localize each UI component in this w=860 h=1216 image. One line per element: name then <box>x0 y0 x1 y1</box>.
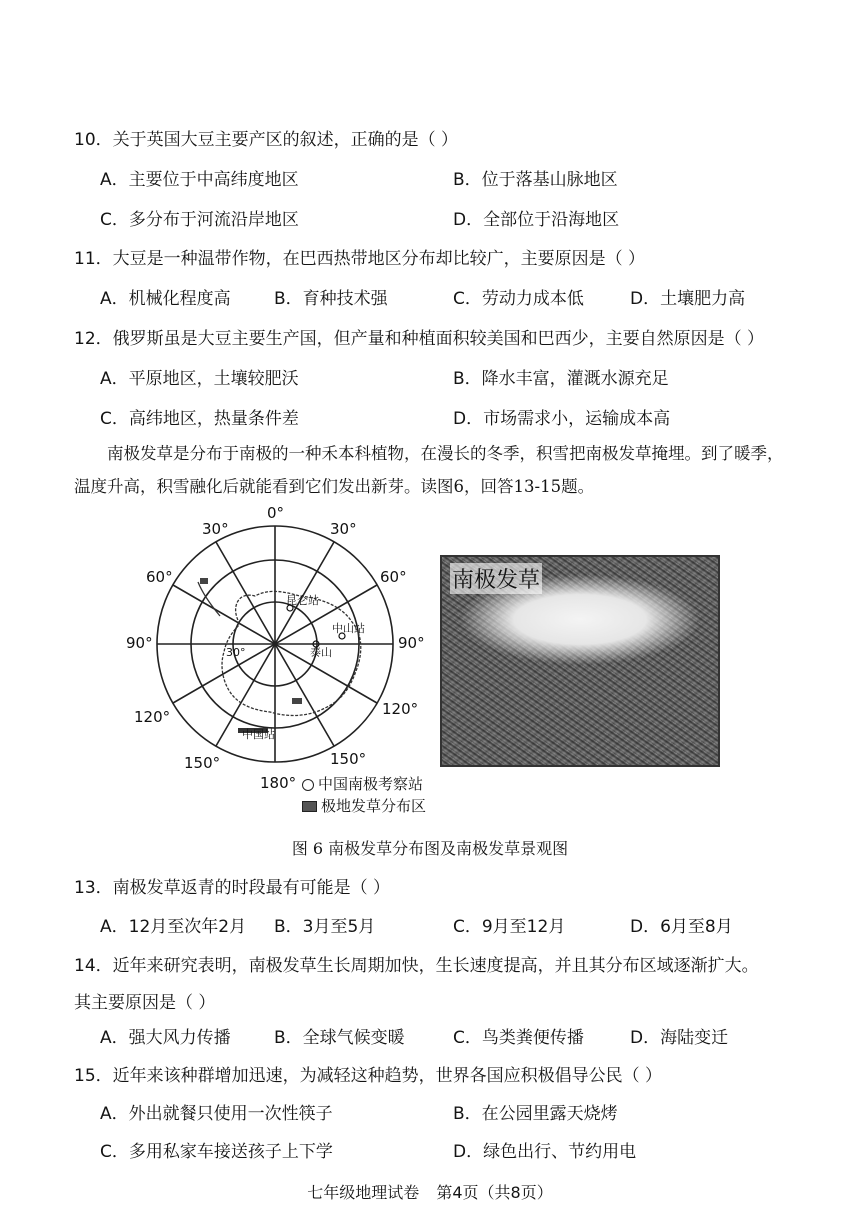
question-10-option-d: D．全部位于沿海地区 <box>453 210 620 230</box>
question-11-option-b: B．育种技术强 <box>274 289 388 309</box>
question-12-stem: 12．俄罗斯虽是大豆主要生产国，但产量和种植面积较美国和巴西少，主要自然原因是（ ） <box>74 329 765 349</box>
question-10-option-b: B．位于落基山脉地区 <box>453 170 618 190</box>
legend-grass <box>302 796 426 817</box>
label-lon-30-right: 30° <box>330 520 357 538</box>
question-13-option-b: B．3月至5月 <box>274 917 376 937</box>
question-13-stem: 13．南极发草返青的时段最有可能是（ ） <box>74 878 391 898</box>
label-lon-150-right: 150° <box>330 750 367 768</box>
question-12-option-a: A．平原地区，土壤较肥沃 <box>100 369 299 389</box>
legend-grass-label: 极地发草分布区 <box>321 797 427 815</box>
grass-area-swatch-icon <box>302 801 317 812</box>
question-14-option-d: D．海陆变迁 <box>630 1028 729 1048</box>
label-lon-180: 180° <box>260 774 297 792</box>
antarctic-hairgrass-photo <box>440 555 720 767</box>
question-11-stem: 11．大豆是一种温带作物，在巴西热带地区分布却比较广，主要原因是（ ） <box>74 249 646 269</box>
reading-passage <box>74 437 786 503</box>
grass-area-2 <box>292 698 302 704</box>
label-lon-60-right: 60° <box>380 568 407 586</box>
question-13-option-d: D．6月至8月 <box>630 917 733 937</box>
figure-caption: 图 6 南极发草分布图及南极发草景观图 <box>291 839 569 858</box>
label-lon-90-right: 90° <box>398 634 425 652</box>
question-14-option-c: C．鸟类粪便传播 <box>453 1028 584 1048</box>
label-lon-120-right: 120° <box>382 700 419 718</box>
question-11-option-c: C．劳动力成本低 <box>453 289 584 309</box>
question-12-option-d: D．市场需求小，运输成本高 <box>453 409 671 429</box>
question-10-stem: 10．关于英国大豆主要产区的叙述，正确的是（ ） <box>74 130 459 150</box>
question-14-stem-cont: 其主要原因是（ ） <box>74 993 216 1013</box>
label-lon-120-left: 120° <box>134 708 171 726</box>
question-15-option-c: C．多用私家车接送孩子上下学 <box>100 1142 333 1162</box>
footer-exam-name: 七年级地理试卷 <box>307 1183 420 1202</box>
label-lon-150-left: 150° <box>184 754 221 772</box>
question-12-option-b: B．降水丰富，灌溉水源充足 <box>453 369 669 389</box>
label-lon-30-left: 30° <box>202 520 229 538</box>
grass-area-1 <box>200 578 208 584</box>
question-15-option-a: A．外出就餐只使用一次性筷子 <box>100 1104 333 1124</box>
antarctic-polar-map <box>120 496 440 816</box>
passage-text: 南极发草是分布于南极的一种禾本科植物，在漫长的冬季，积雪把南极发草掩埋。到了暖季，温度升高，积雪融化后就能看到它们发出新芽。读图6，回答13-15题。 <box>74 444 784 496</box>
legend-station <box>302 774 423 795</box>
question-11-option-d: D．土壤肥力高 <box>630 289 746 309</box>
label-station-2: 中山站 <box>332 622 365 635</box>
label-station-1: 昆仑站 <box>286 594 319 607</box>
label-lon-60-left: 60° <box>146 568 173 586</box>
question-14-stem: 14．近年来研究表明，南极发草生长周期加快，生长速度提高，并且其分布区域逐渐扩大。 <box>74 956 759 976</box>
label-station-3: 泰山 <box>310 646 332 659</box>
question-10-option-a: A．主要位于中高纬度地区 <box>100 170 299 190</box>
label-lon-0: 0° <box>267 504 285 522</box>
question-14-option-b: B．全球气候变暖 <box>274 1028 405 1048</box>
page-footer <box>0 1180 860 1203</box>
label-lat-ring: 30° <box>226 646 246 659</box>
label-station-south: 中国站 <box>242 728 275 741</box>
question-15-stem: 15．近年来该种群增加迅速，为减轻这种趋势，世界各国应积极倡导公民（ ） <box>74 1066 663 1086</box>
label-lon-90-left: 90° <box>126 634 153 652</box>
question-13-option-a: A．12月至次年2月 <box>100 917 247 937</box>
question-12-option-c: C．高纬地区，热量条件差 <box>100 409 299 429</box>
station-circle-icon <box>302 779 314 791</box>
question-10-option-c: C．多分布于河流沿岸地区 <box>100 210 299 230</box>
photo-title: 南极发草 <box>450 563 542 594</box>
question-15-option-d: D．绿色出行、节约用电 <box>453 1142 637 1162</box>
question-13-option-c: C．9月至12月 <box>453 917 566 937</box>
question-15-option-b: B．在公园里露天烧烤 <box>453 1104 618 1124</box>
question-11-option-a: A．机械化程度高 <box>100 289 231 309</box>
legend-station-label: 中国南极考察站 <box>318 775 424 793</box>
question-14-option-a: A．强大风力传播 <box>100 1028 231 1048</box>
footer-page-number: 第4页（共8页） <box>436 1183 553 1202</box>
